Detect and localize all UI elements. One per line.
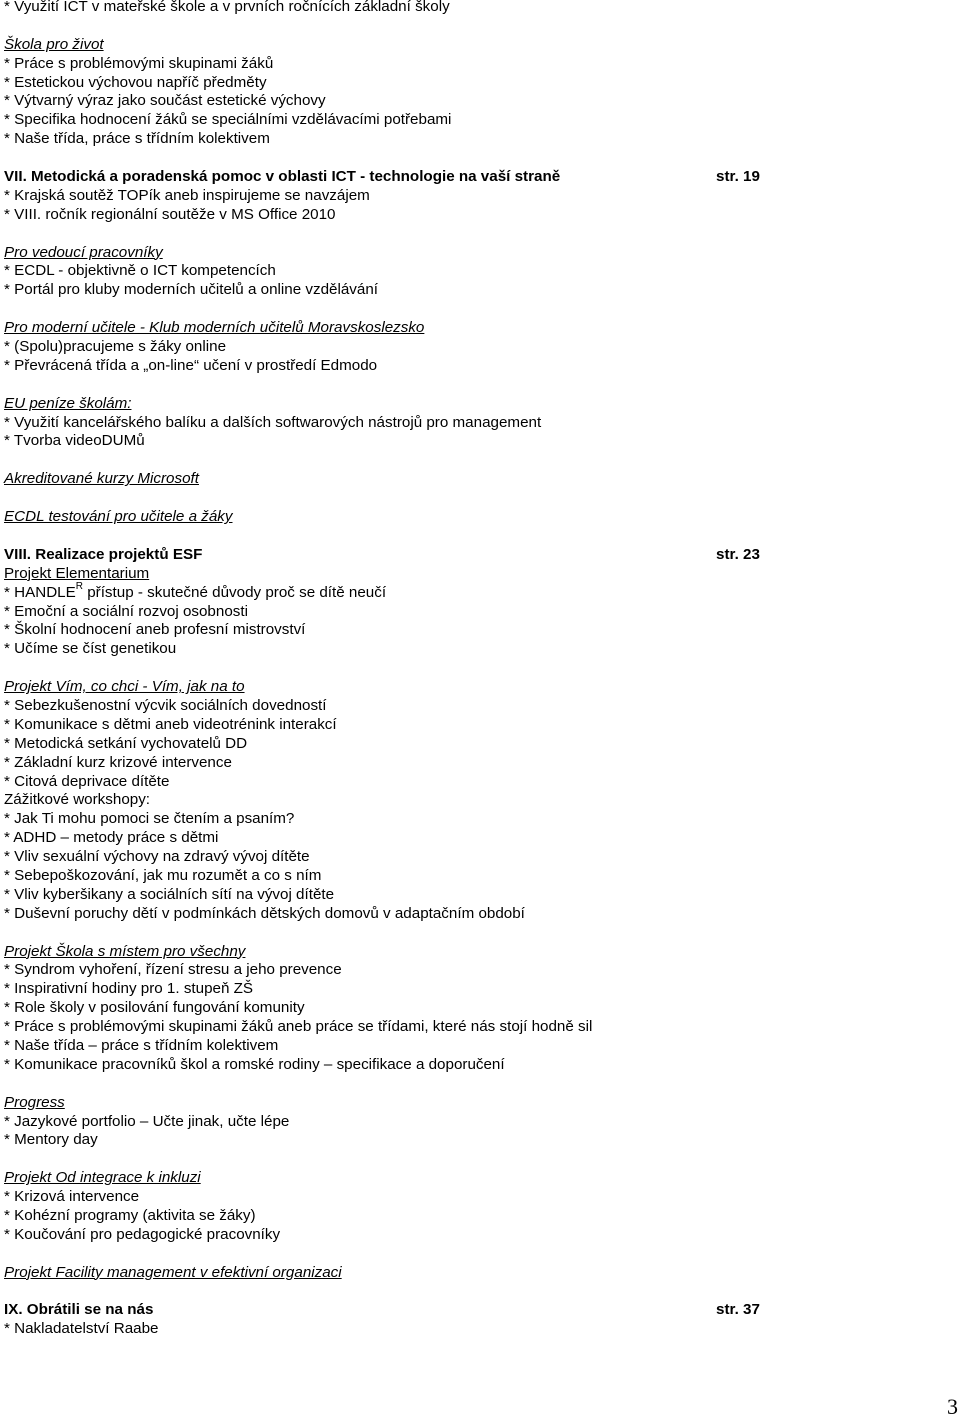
section-heading-ecdl-testovani: ECDL testování pro učitele a žáky <box>4 508 233 526</box>
list-item: * ECDL - objektivně o ICT kompetencích <box>4 262 276 280</box>
list-item: * Sebezkušenostní výcvik sociálních dovedností <box>4 696 327 714</box>
chapter-title: VIII. Realizace projektů ESF <box>4 545 203 563</box>
list-item: * Portál pro kluby moderních učitelů a online vzdělávání <box>4 281 378 299</box>
list-item: * Vliv sexuální výchovy na zdravý vývoj dítěte <box>4 848 310 866</box>
chapter-heading-vii <box>4 168 794 187</box>
section-heading-moderni-ucitele: Pro moderní učitele - Klub moderních učitelů Moravskoslezsko <box>4 319 425 337</box>
list-item: * Specifika hodnocení žáků se speciálními vzdělávacími potřebami <box>4 111 452 129</box>
section-heading-elementarium: Projekt Elementarium <box>4 564 150 582</box>
list-item: * Mentory day <box>4 1131 98 1149</box>
list-item: * Školní hodnocení aneb profesní mistrovství <box>4 621 306 639</box>
list-item: * $HANDLE^R$ přístup - skutečné důvody proč se dítě neučí <box>4 580 387 601</box>
list-item: * Citová deprivace dítěte <box>4 772 170 790</box>
page-number: 3 <box>947 1394 958 1419</box>
chapter-title: VII. Metodická a poradenská pomoc v oblasti ICT - technologie na vaší straně <box>4 168 561 186</box>
list-item: * Sebepoškozování, jak mu rozumět a co s ním <box>4 866 322 884</box>
section-heading-progress: Progress <box>4 1093 65 1111</box>
list-item: * Výtvarný výraz jako součást estetické výchovy <box>4 92 326 110</box>
chapter-title: IX. Obrátili se na nás <box>4 1301 154 1319</box>
section-heading-facility: Projekt Facility management v efektivní organizaci <box>4 1263 342 1281</box>
table-of-contents <box>4 0 794 1339</box>
list-item: * Emoční a sociální rozvoj osobnosti <box>4 602 248 620</box>
list-item: * Role školy v posilování fungování komunity <box>4 999 305 1017</box>
list-item: * Krajská soutěž TOPík aneb inspirujeme se navzájem <box>4 186 370 204</box>
list-item: * Tvorba videoDUMů <box>4 432 145 450</box>
list-item: * Komunikace s dětmi aneb videotrénink interakcí <box>4 715 337 733</box>
list-item: * Nakladatelství Raabe <box>4 1320 159 1338</box>
section-heading-vedouci: Pro vedoucí pracovníky <box>4 243 163 261</box>
section-heading-skola-s-mistem: Projekt Škola s místem pro všechny <box>4 942 246 960</box>
section-heading-od-integrace: Projekt Od integrace k inkluzi <box>4 1169 201 1187</box>
list-item: * Komunikace pracovníků škol a romské rodiny – specifikace a doporučení <box>4 1055 505 1073</box>
list-item: * Naše třída, práce s třídním kolektivem <box>4 130 270 148</box>
section-heading-vim-co-chci: Projekt Vím, co chci - Vím, jak na to <box>4 678 245 696</box>
list-item: * (Spolu)pracujeme s žáky online <box>4 338 227 356</box>
list-item: * Učíme se číst genetikou <box>4 640 177 658</box>
list-item: * Syndrom vyhoření, řízení stresu a jeho prevence <box>4 961 342 979</box>
chapter-page-ref: str. 19 <box>716 168 760 186</box>
list-item: * Využití ICT v mateřské škole a v prvních ročnících základní školy <box>4 0 450 15</box>
list-item: * Metodická setkání vychovatelů DD <box>4 734 248 752</box>
list-subheading: Zážitkové workshopy: <box>4 791 151 809</box>
list-item: * Převrácená třída a „on-line“ učení v prostředí Edmodo <box>4 356 378 374</box>
list-item: * Naše třída – práce s třídním kolektivem <box>4 1036 279 1054</box>
chapter-heading-viii <box>4 546 794 565</box>
chapter-page-ref: str. 23 <box>716 545 760 563</box>
list-item: * Vliv kyberšikany a sociálních sítí na vývoj dítěte <box>4 885 335 903</box>
list-item: * Základní kurz krizové intervence <box>4 753 232 771</box>
list-item: * Jazykové portfolio – Učte jinak, učte lépe <box>4 1112 290 1130</box>
list-item: * Duševní poruchy dětí v podmínkách dětských domovů v adaptačním období <box>4 904 525 922</box>
list-item: * Krizová intervence <box>4 1188 140 1206</box>
list-item: * Koučování pro pedagogické pracovníky <box>4 1225 281 1243</box>
list-item: * Kohézní programy (aktivita se žáky) <box>4 1207 256 1224</box>
list-item: * Inspirativní hodiny pro 1. stupeň ZŠ <box>4 980 254 998</box>
list-item: * VIII. ročník regionální soutěže v MS Office 2010 <box>4 205 336 223</box>
list-item: * Estetickou výchovou napříč předměty <box>4 73 267 91</box>
chapter-heading-ix <box>4 1301 794 1320</box>
list-item: * ADHD – metody práce s dětmi <box>4 829 219 847</box>
list-item: * Práce s problémovými skupinami žáků <box>4 54 274 72</box>
section-heading-eu-penize: EU peníze školám: <box>4 394 132 412</box>
list-item: * Využití kancelářského balíku a dalších softwarových nástrojů pro management <box>4 413 542 431</box>
section-heading-akreditovane-kurzy: Akreditované kurzy Microsoft <box>4 470 199 488</box>
list-item: * Jak Ti mohu pomoci se čtením a psaním? <box>4 810 295 828</box>
section-heading-skola-pro-zivot: Škola pro život <box>4 35 104 53</box>
list-item: * Práce s problémovými skupinami žáků aneb práce se třídami, které nás stojí hodně sil <box>4 1018 593 1036</box>
chapter-page-ref: str. 37 <box>716 1301 760 1319</box>
